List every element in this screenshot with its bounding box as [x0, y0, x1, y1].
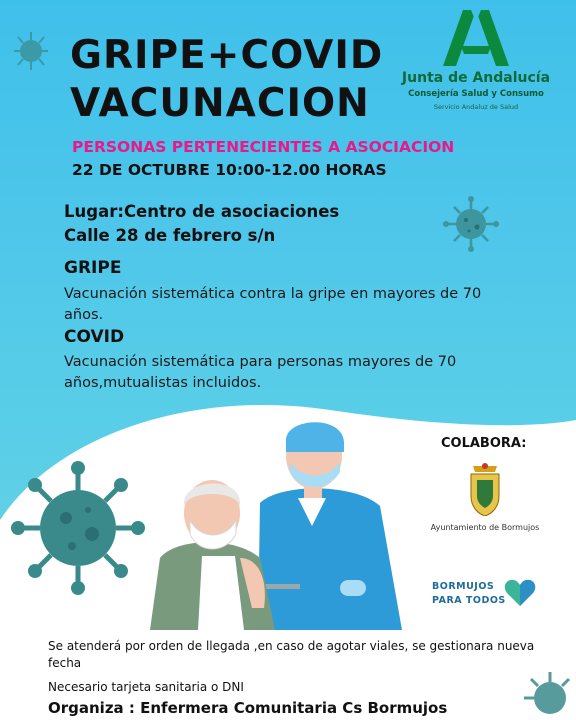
virus-icon	[443, 196, 499, 252]
logo-name: Junta de Andalucía	[401, 70, 551, 86]
document-note: Necesario tarjeta sanitaria o DNI	[48, 680, 244, 694]
virus-icon	[14, 28, 48, 74]
ayuntamiento-label: Ayuntamiento de Bormujos	[430, 523, 540, 532]
organizer-text: Organiza : Enfermera Comunitaria Cs Bormujos	[48, 699, 448, 717]
covid-text: Vacunación sistemática para personas mayores de 70 años,mutualistas incluidos.	[64, 354, 457, 391]
junta-andalucia-logo-mark	[441, 8, 511, 68]
audience-text: PERSONAS PERTENECIENTES A ASOCIACION	[72, 138, 455, 156]
bormujos-para-todos-text	[432, 580, 506, 608]
heart-icon	[504, 578, 536, 608]
covid-heading: COVID	[64, 327, 125, 347]
title-line-2: VACUNACION	[70, 81, 370, 126]
virus-icon	[10, 460, 146, 596]
vaccination-illustration	[140, 408, 410, 630]
nurse-body	[258, 488, 402, 630]
bormujos-para-todos-logo	[432, 578, 542, 610]
logo-subtitle: Consejería Salud y Consumo	[408, 89, 544, 99]
bormujos-coat-of-arms	[467, 462, 503, 516]
junta-andalucia-logo	[396, 8, 556, 111]
gripe-text: Vacunación sistemática contra la gripe en mayores de 70 años.	[64, 286, 482, 323]
ayuntamiento-logo	[430, 462, 540, 532]
collaborators-label: COLABORA:	[441, 436, 527, 451]
bormujos-line-2: PARA TODOS	[432, 595, 506, 606]
location-block	[64, 200, 339, 248]
poster-title	[70, 32, 383, 128]
schedule-text: 22 DE OCTUBRE 10:00-12.00 HORAS	[72, 161, 387, 179]
attendance-note: Se atenderá por orden de llegada ,en caso de agotar viales, se gestionara nueva fecha	[48, 639, 535, 670]
location-line-2: Calle 28 de febrero s/n	[64, 226, 276, 245]
gripe-heading: GRIPE	[64, 258, 122, 278]
location-line-1: Lugar:Centro de asociaciones	[64, 202, 340, 221]
nurse-cap	[286, 422, 344, 452]
title-line-1: GRIPE+COVID	[70, 33, 384, 78]
bormujos-line-1: BORMUJOS	[432, 581, 495, 592]
logo-subtitle-2: Servicio Andaluz de Salud	[433, 103, 519, 111]
